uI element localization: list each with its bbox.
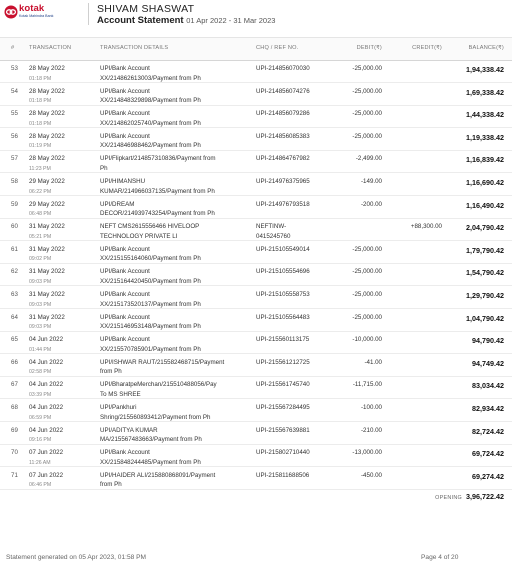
statement-generated-note: Statement generated on 05 Apr 2023, 01:58 PM — [6, 554, 147, 561]
row-date — [29, 403, 63, 423]
row-number: 66 — [11, 358, 18, 366]
row-ref — [256, 87, 310, 97]
row-ref-value: NEFTINW- — [256, 223, 287, 231]
row-details — [100, 64, 201, 83]
row-ref — [256, 358, 310, 368]
row-details — [100, 403, 210, 422]
row-details — [100, 335, 201, 354]
row-details-line2: XX/214862613003/Payment from Ph — [100, 74, 201, 82]
row-ref-value: UPI-215811688506 — [256, 471, 310, 479]
row-date — [29, 132, 65, 152]
col-debit: DEBIT(₹) — [356, 45, 382, 51]
row-date-value: 28 May 2022 — [29, 155, 65, 163]
row-details-line1: NEFT CMS2615556466 HIVELOOP — [100, 223, 200, 231]
row-details — [100, 426, 202, 445]
row-details-line2: from Ph — [100, 368, 122, 376]
row-ref — [256, 313, 310, 323]
row-balance: 1,16,690.42 — [466, 178, 504, 187]
table-row — [0, 399, 512, 422]
row-debit: -25,000.00 — [352, 132, 382, 140]
row-number: 57 — [11, 155, 18, 163]
row-ref — [256, 154, 310, 164]
row-balance: 1,16,839.42 — [466, 155, 504, 165]
kotak-logo-icon — [4, 5, 18, 19]
row-debit: -25,000.00 — [352, 110, 382, 118]
row-date — [29, 200, 65, 220]
row-ref-value: UPI-215105564483 — [256, 313, 310, 321]
row-debit: -13,000.00 — [352, 449, 382, 457]
row-date — [29, 290, 65, 310]
row-details-line2: XX/215146953148/Payment from Ph — [100, 323, 201, 331]
row-details-line2: TECHNOLOGY PRIVATE LI — [100, 232, 178, 240]
table-row — [0, 354, 512, 377]
table-row — [0, 218, 512, 241]
row-ref-value: UPI-214856079286 — [256, 110, 310, 118]
table-row — [0, 467, 512, 490]
row-date-value: 07 Jun 2022 — [29, 449, 64, 457]
row-date — [29, 358, 63, 378]
row-ref — [256, 245, 310, 255]
row-number: 61 — [11, 245, 18, 253]
row-details-line2: XX/215848244485/Payment from Ph — [100, 458, 201, 466]
row-details — [100, 313, 201, 332]
row-ref-value: UPI-215560113175 — [256, 336, 310, 344]
row-details — [100, 200, 215, 219]
row-time: 06:48 PM — [29, 211, 52, 218]
row-details-line1: UPI/Bank Account — [100, 268, 150, 276]
row-balance: 94,749.42 — [472, 358, 504, 368]
row-debit: -2,499.00 — [355, 155, 382, 163]
col-sno: # — [11, 45, 15, 51]
row-ref — [256, 64, 310, 74]
row-date-value: 28 May 2022 — [29, 110, 65, 118]
table-row — [0, 196, 512, 219]
customer-name: SHIVAM SHASWAT — [97, 3, 195, 15]
row-number: 68 — [11, 404, 18, 411]
row-date-value: 04 Jun 2022 — [29, 336, 64, 344]
opening-value: 3,96,722.42 — [466, 492, 504, 501]
row-balance: 1,79,790.42 — [466, 245, 504, 255]
statement-period: 01 Apr 2022 - 31 Mar 2023 — [186, 16, 276, 25]
table-row — [0, 105, 512, 128]
row-debit: -25,000.00 — [352, 87, 382, 95]
row-ref — [256, 448, 310, 458]
row-debit: -100.00 — [361, 404, 382, 411]
bank-logo — [4, 3, 84, 25]
row-details-line2: XX/215570785901/Payment from Ph — [100, 345, 201, 353]
page-indicator: Page 4 of 20 — [421, 554, 459, 561]
row-ref-value: UPI-215561212725 — [256, 358, 310, 366]
row-balance: 1,69,338.42 — [466, 87, 504, 97]
row-time: 09:02 PM — [29, 256, 52, 263]
row-time: 01:19 PM — [29, 143, 52, 150]
table-header — [0, 37, 512, 61]
row-date — [29, 87, 65, 107]
table-row — [0, 60, 512, 83]
row-date-value: 07 Jun 2022 — [29, 471, 64, 479]
row-date — [29, 426, 63, 446]
row-details-line1: UPI/Bank Account — [100, 291, 150, 298]
row-balance: 2,04,790.42 — [466, 223, 504, 233]
row-number: 69 — [11, 426, 18, 434]
row-date — [29, 313, 65, 333]
row-details-line1: UPI/ADITYA KUMAR — [100, 426, 158, 434]
row-time: 05:21 PM — [29, 233, 52, 240]
row-date-value: 04 Jun 2022 — [29, 358, 64, 366]
row-details-line1: UPI/Bank Account — [100, 110, 150, 118]
table-row — [0, 263, 512, 286]
col-transaction-date: TRANSACTION — [29, 45, 72, 51]
row-ref — [256, 132, 310, 142]
row-date — [29, 335, 63, 355]
col-ref-no: CHQ / REF NO. — [256, 45, 299, 51]
row-details-line2: XX/214862025740/Payment from Ph — [100, 119, 201, 127]
row-number: 59 — [11, 200, 18, 208]
row-details-line1: UPI/HAIDER ALI/215880868091/Payment — [100, 471, 216, 479]
row-number: 55 — [11, 110, 18, 118]
row-details-line1: UPI/Pankhuri — [100, 404, 137, 411]
row-balance: 94,790.42 — [472, 336, 504, 346]
row-credit: +88,300.00 — [410, 223, 442, 231]
row-details-line2: XX/215164420450/Payment from Ph — [100, 277, 201, 285]
table-row — [0, 173, 512, 196]
row-details-line2: Shring/215560893412/Payment from Ph — [100, 413, 211, 421]
logo-tagline: Kotak Mahindra Bank — [19, 14, 54, 18]
row-date — [29, 448, 63, 468]
row-debit: -25,000.00 — [352, 268, 382, 276]
row-balance: 1,04,790.42 — [466, 313, 504, 323]
row-ref-value: UPI-215567639881 — [256, 426, 310, 434]
row-ref-value: UPI-215567284495 — [256, 404, 310, 411]
row-date-value: 31 May 2022 — [29, 245, 65, 253]
row-details — [100, 109, 201, 128]
row-time: 06:22 PM — [29, 188, 52, 195]
row-details-line2: KUMAR/214966037135/Payment from Ph — [100, 187, 215, 195]
row-debit: -10,000.00 — [352, 336, 382, 344]
row-details — [100, 267, 201, 286]
row-ref — [256, 380, 310, 390]
statement-title: Account Statement — [97, 15, 184, 26]
row-ref-value: UPI-214856085383 — [256, 132, 310, 140]
row-details-line2: XX/214848329898/Payment from Ph — [100, 97, 201, 105]
row-details-line1: UPI/Bank Account — [100, 132, 150, 140]
row-details-line2: XX/215155164060/Payment from Ph — [100, 255, 201, 263]
row-date — [29, 154, 65, 174]
row-balance: 69,274.42 — [472, 471, 504, 481]
row-details-line2: XX/215173520137/Payment from Ph — [100, 300, 201, 308]
row-details-line2: DECOR/214939743254/Payment from Ph — [100, 210, 215, 218]
row-date-value: 04 Jun 2022 — [29, 426, 64, 434]
row-time: 01:18 PM — [29, 75, 52, 82]
row-date — [29, 380, 63, 400]
row-balance: 1,19,338.42 — [466, 132, 504, 142]
row-number: 65 — [11, 336, 18, 344]
col-balance: BALANCE(₹) — [468, 45, 504, 51]
row-ref — [256, 109, 310, 119]
row-details — [100, 177, 215, 196]
table-row — [0, 331, 512, 354]
table-row — [0, 241, 512, 264]
row-ref-value: UPI-214976375965 — [256, 178, 310, 185]
opening-balance — [435, 492, 504, 501]
row-time: 09:03 PM — [29, 301, 52, 308]
row-ref — [256, 471, 309, 481]
row-ref-line2: 0415245760 — [256, 232, 291, 240]
row-balance: 1,16,490.42 — [466, 200, 504, 210]
row-balance: 1,54,790.42 — [466, 268, 504, 278]
row-date — [29, 109, 65, 129]
row-details-line1: UPI/DREAM — [100, 200, 135, 208]
row-details-line1: UPI/HIMANSHU — [100, 178, 146, 185]
row-time: 01:18 PM — [29, 98, 52, 105]
row-details — [100, 358, 224, 377]
row-details-line2: Ph — [100, 164, 108, 172]
row-ref — [256, 335, 309, 345]
row-time: 09:03 PM — [29, 278, 52, 285]
row-date — [29, 245, 65, 265]
row-details — [100, 448, 201, 467]
row-number: 63 — [11, 291, 18, 298]
row-date-value: 31 May 2022 — [29, 268, 65, 276]
col-credit: CREDIT(₹) — [412, 45, 442, 51]
table-row — [0, 444, 512, 467]
row-debit: -41.00 — [364, 358, 382, 366]
row-details-line1: UPI/Bank Account — [100, 449, 150, 457]
row-ref-value: UPI-215802710440 — [256, 449, 310, 457]
row-time: 01:44 PM — [29, 346, 52, 353]
row-date-value: 31 May 2022 — [29, 291, 65, 298]
row-ref-value: UPI-214856070030 — [256, 65, 310, 72]
table-row — [0, 309, 512, 332]
row-ref-value: UPI-214856074276 — [256, 87, 310, 95]
row-balance: 1,29,790.42 — [466, 291, 504, 300]
row-details — [100, 87, 201, 106]
row-time: 09:16 PM — [29, 437, 52, 444]
row-debit: -149.00 — [361, 178, 382, 185]
row-debit: -25,000.00 — [352, 313, 382, 321]
row-time: 06:59 PM — [29, 414, 52, 421]
row-details-line2: To MS SHREE — [100, 390, 141, 398]
row-date-value: 29 May 2022 — [29, 178, 65, 185]
row-details-line2: XX/214846988462/Payment from Ph — [100, 142, 201, 150]
table-row — [0, 422, 512, 445]
row-balance: 82,934.42 — [472, 404, 504, 413]
row-date-value: 31 May 2022 — [29, 223, 65, 231]
row-debit: -11,715.00 — [352, 381, 382, 389]
row-date — [29, 222, 65, 242]
row-ref — [256, 403, 310, 413]
row-details-line1: UPI/Bank Account — [100, 87, 150, 95]
row-date-value: 28 May 2022 — [29, 65, 65, 72]
row-ref-value: UPI-214864767982 — [256, 155, 310, 163]
row-number: 62 — [11, 268, 18, 276]
row-details-line1: UPI/Flipkart/214857310836/Payment from — [100, 155, 216, 163]
row-details-line1: UPI/BharatpeMerchan/215510488056/Pay — [100, 381, 217, 389]
row-ref — [256, 426, 310, 436]
row-debit: -25,000.00 — [352, 291, 382, 298]
row-time: 06:46 PM — [29, 482, 52, 489]
row-ref — [256, 290, 310, 300]
row-ref-value: UPI-215105549014 — [256, 245, 310, 253]
row-number: 67 — [11, 381, 18, 389]
statement-title-line — [97, 15, 275, 26]
row-time: 01:18 PM — [29, 120, 52, 127]
row-number: 60 — [11, 223, 18, 231]
table-row — [0, 128, 512, 151]
row-number: 64 — [11, 313, 18, 321]
row-date — [29, 177, 65, 197]
row-date-value: 31 May 2022 — [29, 313, 65, 321]
row-details — [100, 245, 201, 264]
row-date — [29, 64, 65, 84]
row-ref — [256, 267, 310, 277]
row-ref-value: UPI-214976793518 — [256, 200, 310, 208]
row-details-line2: MA/215567483663/Payment from Ph — [100, 436, 202, 444]
row-debit: -25,000.00 — [352, 245, 382, 253]
table-row — [0, 150, 512, 173]
row-balance: 82,724.42 — [472, 426, 504, 436]
row-details-line1: UPI/Bank Account — [100, 245, 150, 253]
row-number: 54 — [11, 87, 18, 95]
row-balance: 1,44,338.42 — [466, 110, 504, 120]
row-number: 70 — [11, 449, 18, 457]
row-balance: 1,94,338.42 — [466, 65, 504, 74]
statement-header — [0, 0, 512, 28]
row-time: 03:39 PM — [29, 391, 52, 398]
row-details-line2: from Ph — [100, 481, 122, 489]
row-date-value: 28 May 2022 — [29, 87, 65, 95]
row-details — [100, 380, 217, 399]
row-details — [100, 290, 201, 309]
row-details-line1: UPI/Bank Account — [100, 65, 150, 72]
row-details-line1: UPI/Bank Account — [100, 313, 150, 321]
table-row — [0, 286, 512, 309]
row-time: 09:03 PM — [29, 324, 52, 331]
row-number: 53 — [11, 65, 18, 72]
row-date — [29, 267, 65, 287]
row-ref — [256, 200, 310, 210]
row-details-line1: UPI/ISHWAR RAUT/215582468715/Payment — [100, 358, 225, 366]
row-ref-value: UPI-215105558753 — [256, 291, 310, 298]
row-date-value: 04 Jun 2022 — [29, 381, 64, 389]
row-details-line1: UPI/Bank Account — [100, 336, 150, 344]
row-debit: -450.00 — [361, 471, 382, 479]
row-details — [100, 154, 216, 173]
row-balance: 69,724.42 — [472, 449, 504, 459]
row-date-value: 04 Jun 2022 — [29, 404, 64, 411]
row-time: 02:58 PM — [29, 369, 52, 376]
row-ref — [256, 222, 290, 241]
row-date-value: 29 May 2022 — [29, 200, 65, 208]
row-details — [100, 132, 201, 151]
row-time: 11:23 PM — [29, 165, 51, 172]
row-ref-value: UPI-215561745740 — [256, 381, 310, 389]
row-debit: -210.00 — [361, 426, 382, 434]
row-time: 11:26 AM — [29, 459, 51, 466]
row-date-value: 28 May 2022 — [29, 132, 65, 140]
row-ref-value: UPI-215105554696 — [256, 268, 310, 276]
row-debit: -200.00 — [361, 200, 382, 208]
row-details — [100, 471, 215, 490]
row-balance: 83,034.42 — [472, 381, 504, 391]
row-number: 71 — [11, 471, 18, 479]
header-divider — [88, 3, 89, 25]
table-row — [0, 376, 512, 399]
col-transaction-details: TRANSACTION DETAILS — [100, 45, 169, 51]
row-details — [100, 222, 199, 241]
row-debit: -25,000.00 — [352, 65, 382, 72]
row-number: 56 — [11, 132, 18, 140]
row-number: 58 — [11, 178, 18, 185]
row-ref — [256, 177, 310, 187]
logo-wordmark: kotak — [19, 3, 45, 14]
table-row — [0, 83, 512, 106]
opening-label: OPENING — [435, 495, 463, 501]
row-date — [29, 471, 63, 491]
